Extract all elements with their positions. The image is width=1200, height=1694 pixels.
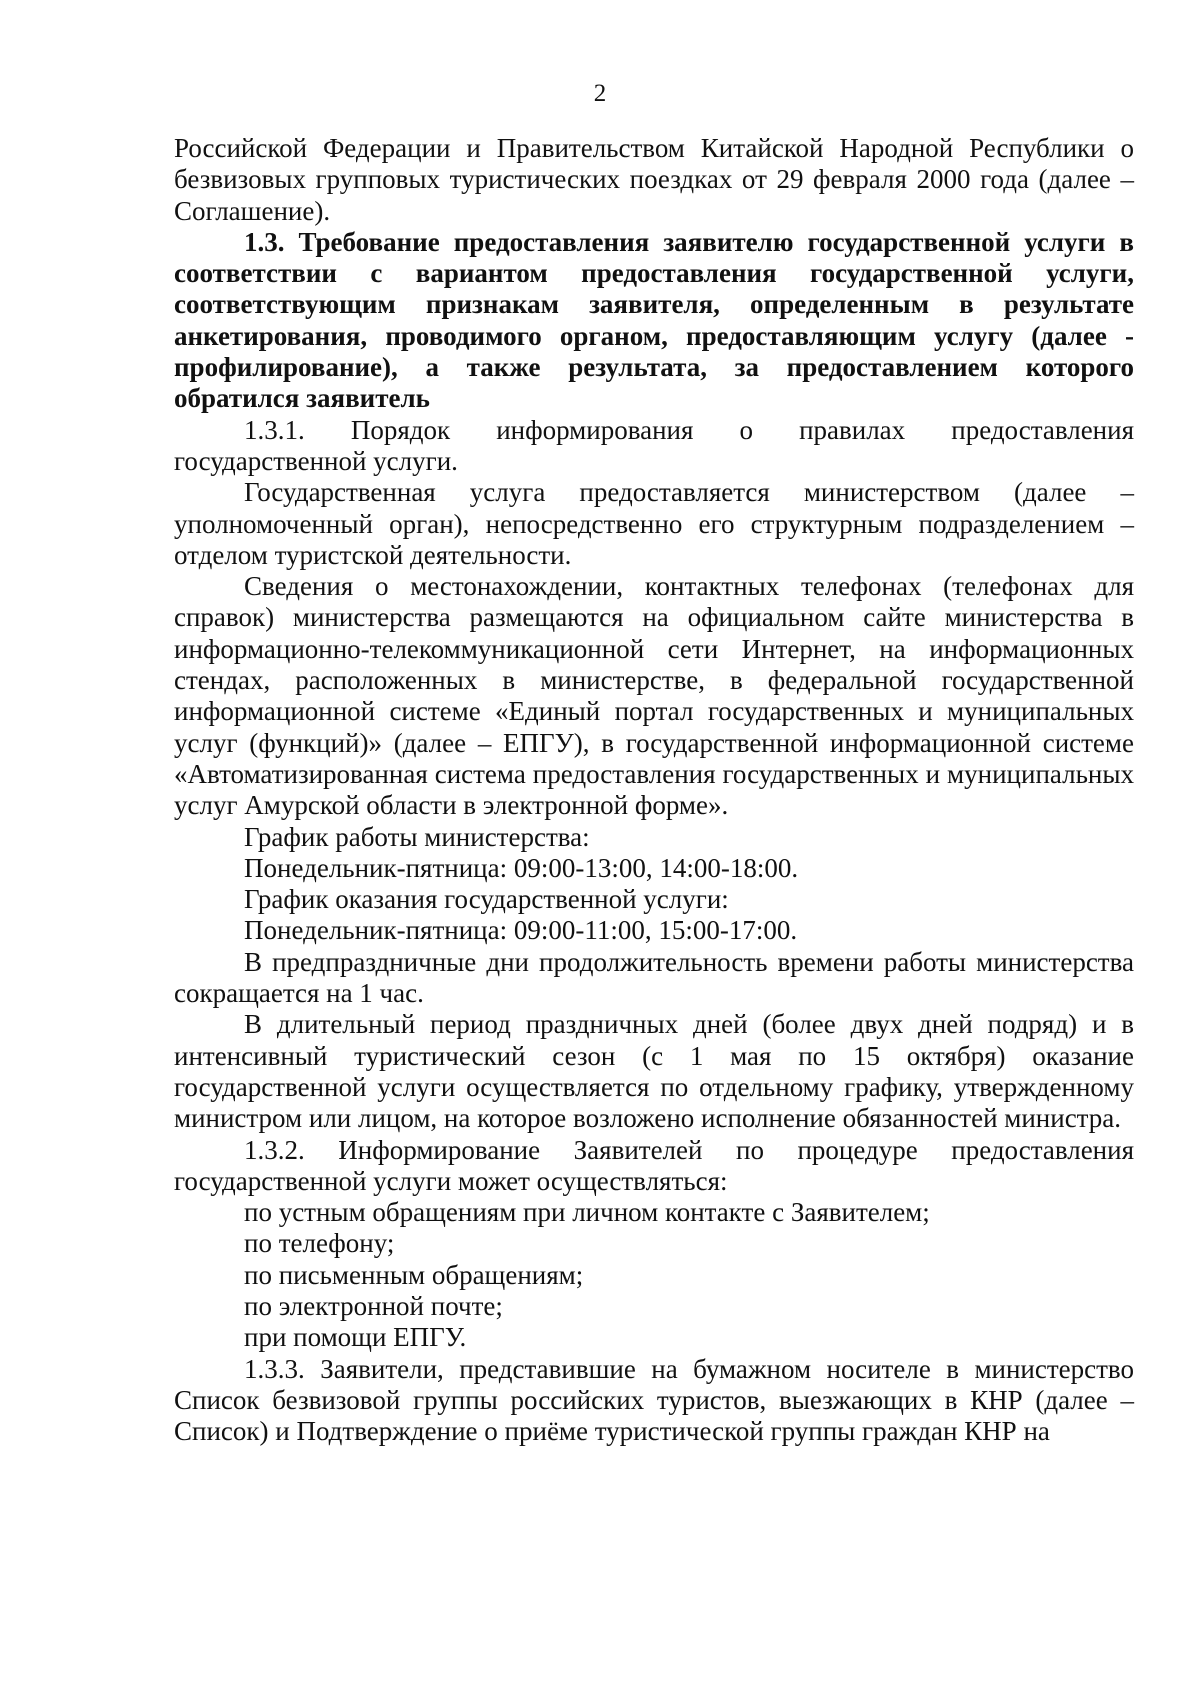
- paragraph-work-schedule-label: График работы министерства:: [244, 821, 590, 852]
- paragraph-preholiday: В предпраздничные дни продолжительность времени работы министерства сокращается на 1 час.: [174, 946, 1134, 1009]
- page-number: 2: [593, 80, 607, 107]
- list-item-epgu: при помощи ЕПГУ.: [244, 1322, 467, 1353]
- list-item-oral: по устным обращениям при личном контакте с Заявителем;: [244, 1197, 930, 1228]
- section-heading-1-3: 1.3. Требование предоставления заявителю государственной услуги в соответствии с вариантом предоставления государственной услуги, соответствующим признакам заявителя, определенным в результате анкетирования, проводимого органом, предоставляющим услугу (далее - профилирование), а также результата, за предоставлением которого обратился заявитель: [174, 226, 1134, 414]
- list-item-email: по электронной почте;: [244, 1290, 503, 1321]
- document-body: [174, 133, 1134, 1447]
- paragraph-agreement-continuation: Российской Федерации и Правительством Китайской Народной Республики о безвизовых групповых туристических поездках от 29 февраля 2000 года (далее – Соглашение).: [174, 133, 1134, 226]
- paragraph-work-schedule-hours: Понедельник-пятница: 09:00-13:00, 14:00-18:00.: [244, 852, 799, 883]
- paragraph-1-3-1: 1.3.1. Порядок информирования о правилах предоставления государственной услуги.: [174, 414, 1134, 476]
- paragraph-holiday-season: В длительный период праздничных дней (более двух дней подряд) и в интенсивный туристический сезон (с 1 мая по 15 октября) оказание государственной услуги осуществляется по отдельному графику, утвержденному министром или лицом, на которое возложено исполнение обязанностей министра.: [174, 1009, 1134, 1134]
- paragraph-service-schedule-label: График оказания государственной услуги:: [244, 884, 729, 915]
- paragraph-authority: Государственная услуга предоставляется министерством (далее – уполномоченный орган), непосредственно его структурным подразделением – отделом туристской деятельности.: [174, 477, 1134, 570]
- list-item-phone: по телефону;: [244, 1228, 395, 1259]
- list-item-written: по письменным обращениям;: [244, 1259, 584, 1290]
- paragraph-1-3-2: 1.3.2. Информирование Заявителей по процедуре предоставления государственной услуги может осуществляться:: [174, 1134, 1134, 1196]
- paragraph-1-3-3: 1.3.3. Заявители, представившие на бумажном носителе в министерство Список безвизовой группы российских туристов, выезжающих в КНР (далее – Список) и Подтверждение о приёме туристической группы граждан КНР на: [174, 1353, 1134, 1447]
- paragraph-service-schedule-hours: Понедельник-пятница: 09:00-11:00, 15:00-17:00.: [244, 915, 798, 946]
- paragraph-contacts: Сведения о местонахождении, контактных телефонах (телефонах для справок) министерства размещаются на официальном сайте министерства в информационно-телекоммуникационной сети Интернет, на информационных стендах, расположенных в министерстве, в федеральной государственной информационной системе «Единый портал государственных и муниципальных услуг (функций)» (далее – ЕПГУ), в государственной информационной системе «Автоматизированная система предоставления государственных и муниципальных услуг Амурской области в электронной форме».: [174, 571, 1134, 821]
